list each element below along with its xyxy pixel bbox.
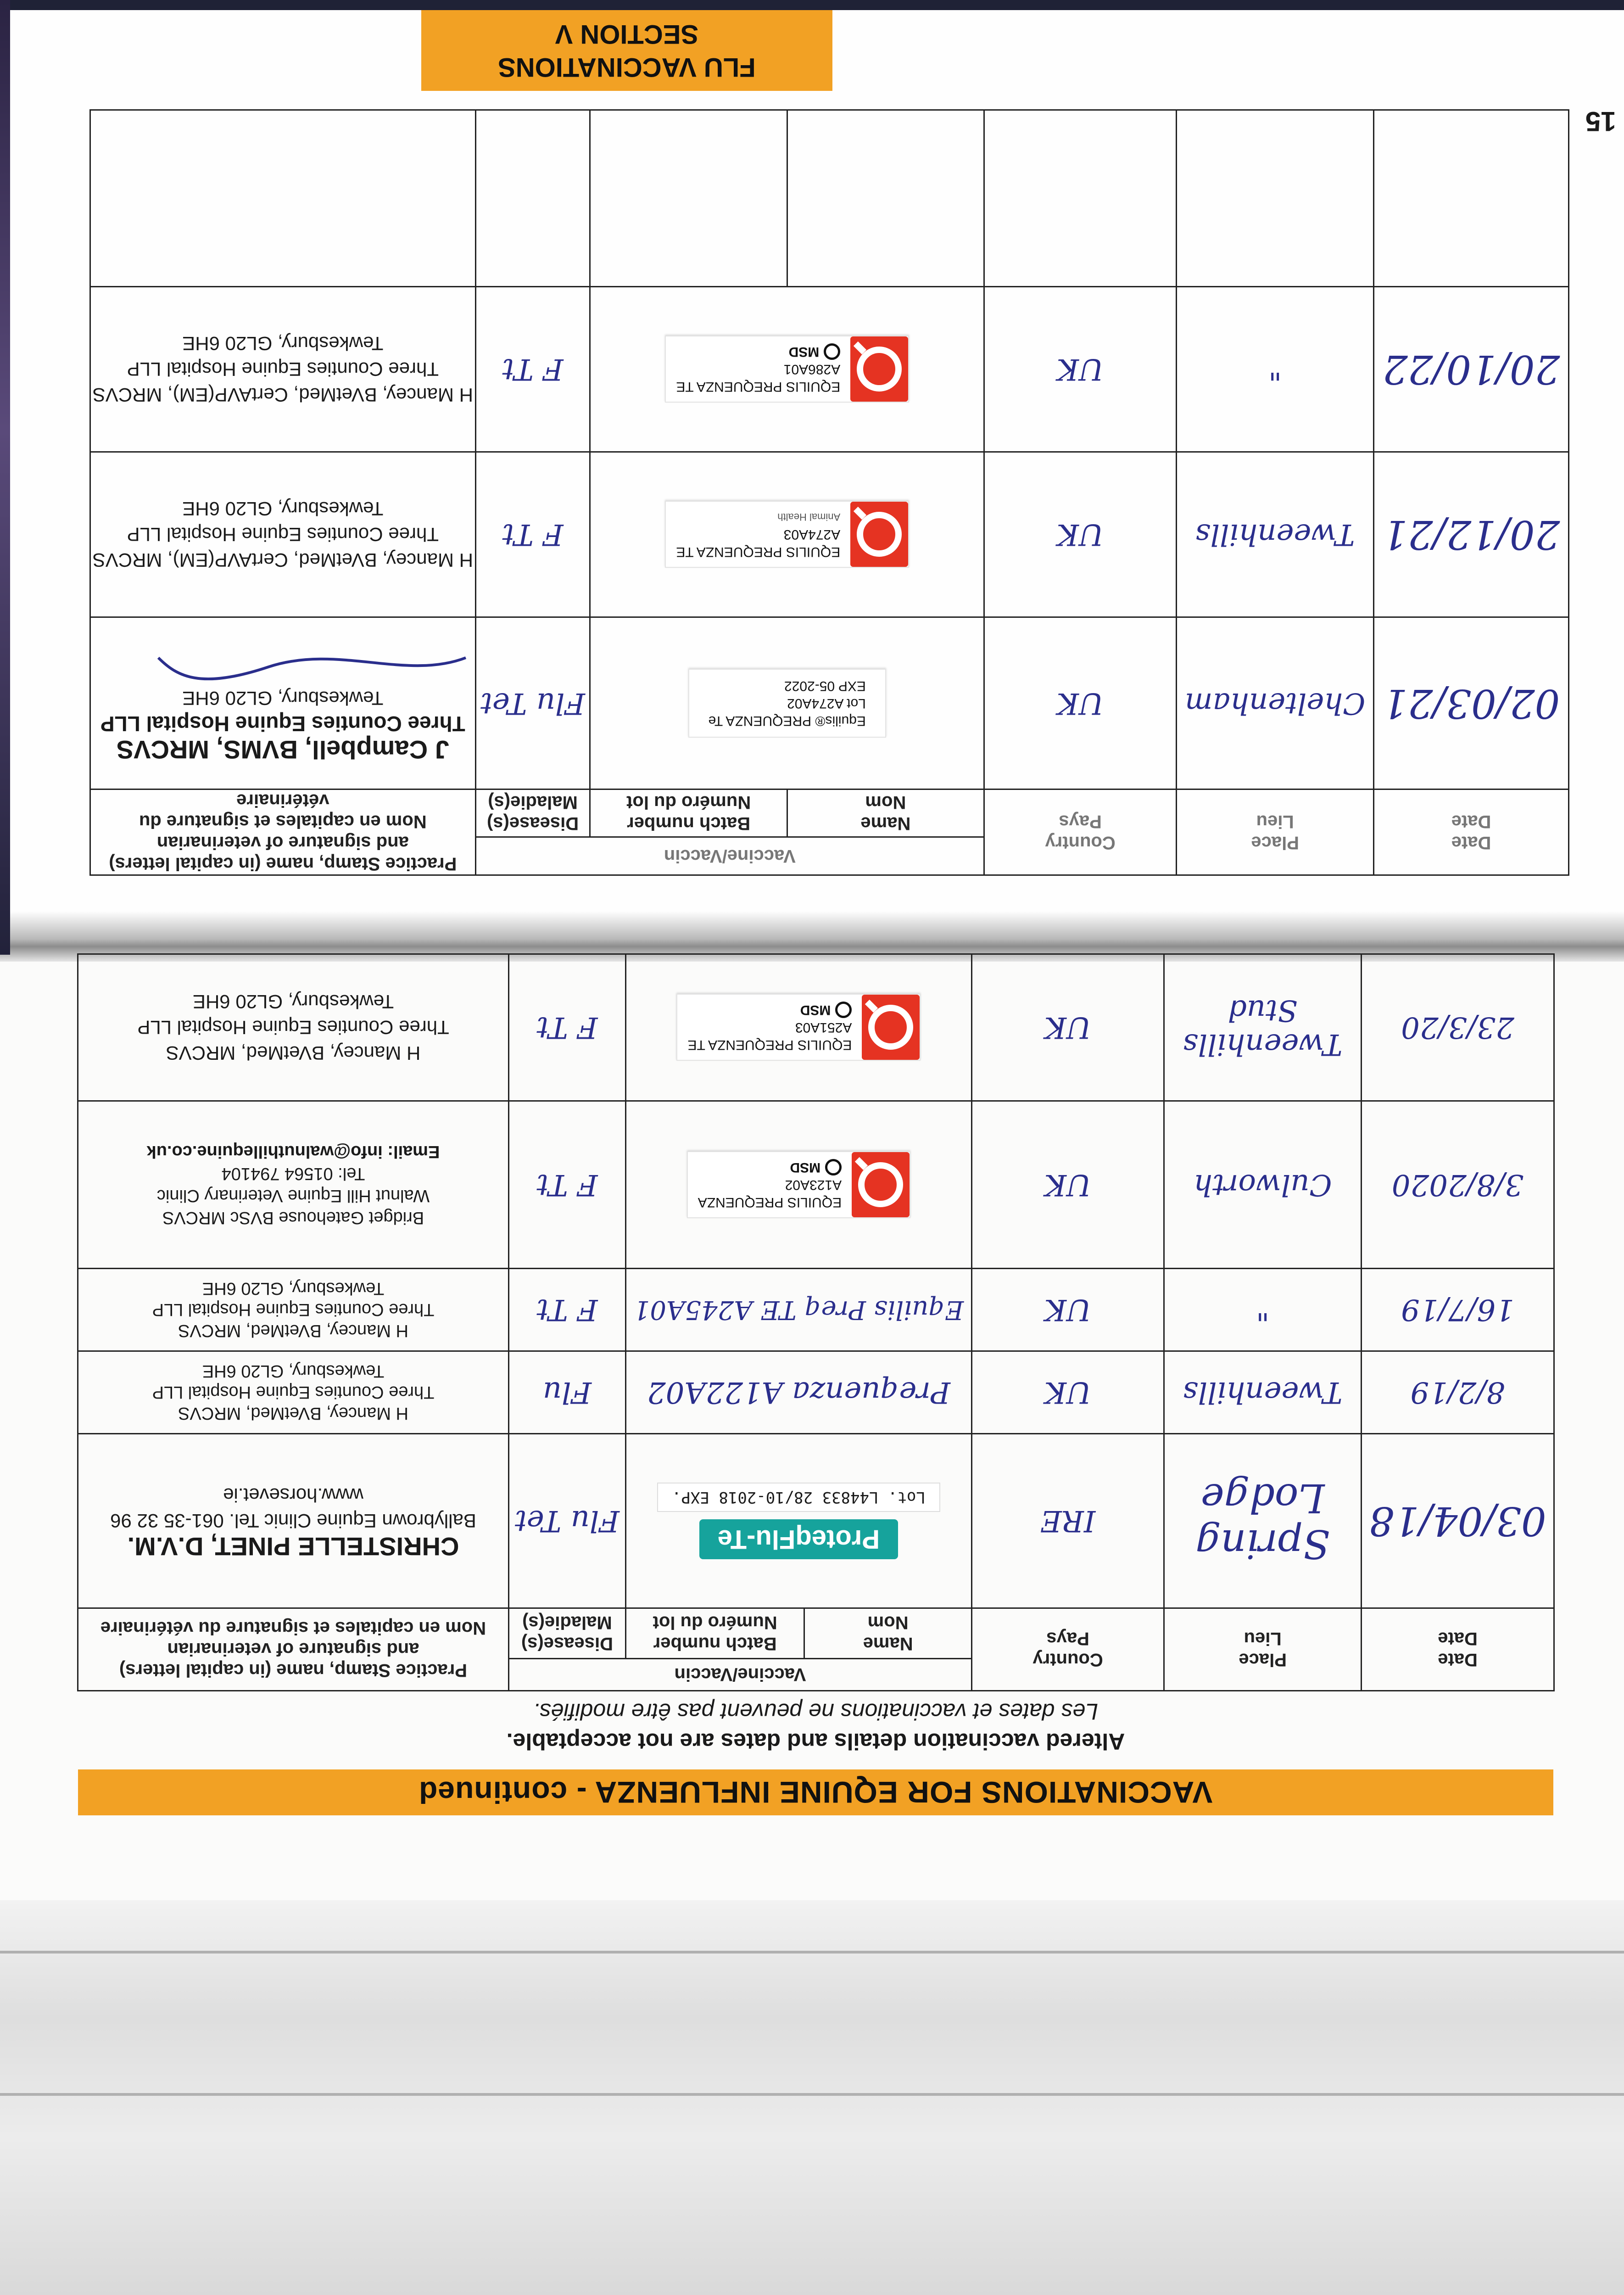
header-disease: Disease(s) Maladie(s) [475, 789, 590, 837]
header-batch: Batch number Numéro du lot [590, 789, 787, 837]
cell-stamp: H Mancey, BVetMed, MRCVS Three Counties Equine Hospital LLP Tewkesbury, GL20 6HE [78, 1269, 509, 1351]
vaccine-label: EQUILIS PREQUENZA TE A274A03 Animal Health [665, 501, 909, 568]
cell-country: UK [984, 617, 1177, 789]
cell-disease: F Tt [509, 1269, 626, 1351]
table-row [78, 954, 1554, 1101]
cell-country: UK [971, 1351, 1164, 1434]
cell-date [1374, 110, 1569, 287]
banner-title: VACCINATIONS FOR EQUINE INFLUENZA - continued [419, 1775, 1213, 1809]
header-stamp: Practice Stamp, name (in capital letters) and signature of veterinarian Nom en capitales et signature du vétérinaire [78, 1608, 509, 1691]
cell-vaccine-handwritten: Prequenza A122A02 [625, 1351, 971, 1434]
table-row [90, 287, 1569, 452]
signature-icon [154, 644, 475, 685]
cell-vaccine-label [590, 617, 984, 789]
upper-vaccination-table [89, 114, 1569, 876]
cell-date: 16/7/19 [1362, 1269, 1554, 1351]
cell-vaccine-label [625, 1101, 971, 1269]
lot-label: Lot. L44833 28/10-2018 EXP. [657, 1483, 940, 1512]
prequenza-logo-icon [850, 502, 908, 567]
section-tab [421, 10, 832, 91]
cell-date: 20/10/22 [1374, 287, 1569, 452]
cell-disease: Flu Tet [475, 617, 590, 789]
cell-date: 3/8/2020 [1362, 1101, 1554, 1269]
cell-date: 20/12/21 [1374, 452, 1569, 617]
book-binding [0, 1900, 1624, 2295]
cell-vaccine-label [625, 954, 971, 1101]
header-stamp: Practice Stamp, name (in capital letters) and signature of veterinarian Nom en capitales et signature du vétérinaire [90, 789, 476, 875]
header-vaccine: Vaccine/Vaccin [475, 837, 984, 875]
cell-disease: F Tt [475, 452, 590, 617]
cell-name [787, 110, 984, 287]
lower-vaccination-table [77, 955, 1555, 1691]
cell-place: " [1164, 1269, 1362, 1351]
cell-stamp: H Mancey, BVetMed, MRCVS Three Counties Equine Hospital LLP Tewkesbury, GL20 6HE [78, 1351, 509, 1434]
cell-place: " [1177, 287, 1374, 452]
cell-disease: Flu Tet [509, 1434, 626, 1608]
cell-batch [590, 110, 787, 287]
header-date: Date Date [1374, 789, 1569, 875]
table-row [78, 1351, 1554, 1434]
cell-stamp: H Mancey, BVetMed, MRCVS Three Counties Equine Hospital LLP Tewkesbury, GL20 6HE [78, 954, 509, 1101]
table-row [78, 1101, 1554, 1269]
header-name: Name Nom [787, 789, 984, 837]
cell-stamp: CHRISTELLE PINET, D.V.M. Ballybrown Equine Clinic Tel. 061-35 32 96 www.horsevet.ie [78, 1434, 509, 1608]
note-english: Altered vaccination details and dates are not acceptable. [506, 1729, 1125, 1754]
cell-vaccine-label [590, 452, 984, 617]
page-number: 15 [1585, 106, 1616, 137]
cell-place [1177, 110, 1374, 287]
cell-disease: F Tt [475, 287, 590, 452]
cell-stamp: Bridget Gatehouse BVSc MRCVS Walnut Hill Equine Veterinary Clinic Tel: 01564 794104 Email: info@walnuthillequine.co.uk [78, 1101, 509, 1269]
vaccine-label: Equilis® PREQUENZA Te Lot A274A02 EXP 05-2022 [688, 669, 886, 738]
cell-disease: F Tt [509, 1101, 626, 1269]
scan-edge-left [0, 0, 10, 955]
vaccine-label: EQUILIS PREQUENZA TE A251A03 MSD [676, 994, 921, 1061]
scan-edge-top [0, 0, 1624, 10]
continued-banner [78, 1769, 1553, 1815]
header-vaccine: Vaccine/Vaccin [509, 1659, 972, 1691]
cell-vaccine-label [625, 1434, 971, 1608]
vaccine-label: EQUILIS PREQUENZA TE A286A01 MSD [665, 336, 909, 403]
cell-vaccine-label [590, 287, 984, 452]
cell-country: UK [971, 1101, 1164, 1269]
section-tab-title: FLU VACCINATIONS [498, 52, 756, 82]
table-row-empty [90, 110, 1569, 287]
header-country: Country Pays [971, 1608, 1164, 1691]
section-tab-subtitle: SECTION V [555, 19, 699, 49]
cell-country: IRE [971, 1434, 1164, 1608]
table-row [90, 452, 1569, 617]
cell-stamp: H Mancey, BVetMed, CertAVP(EM), MRCVS Three Counties Equine Hospital LLP Tewkesbury, GL20 6HE [90, 452, 476, 617]
vaccine-label: EQUILIS PREQUENZA A123A02 MSD [687, 1151, 910, 1218]
cell-disease: Flu [509, 1351, 626, 1434]
cell-date: 02/03/21 [1374, 617, 1569, 789]
cell-disease: F Tt [509, 954, 626, 1101]
cell-date: 23/3/20 [1362, 954, 1554, 1101]
header-country: Country Pays [984, 789, 1177, 875]
header-place: Place Lieu [1177, 789, 1374, 875]
table-row [78, 1434, 1554, 1608]
table-row [78, 1269, 1554, 1351]
header-date: Date Date [1362, 1608, 1554, 1691]
cell-country: UK [984, 452, 1177, 617]
cell-date: 8/2/19 [1362, 1351, 1554, 1434]
msd-logo-icon [825, 1159, 842, 1175]
note-french: Les dates et vaccinations ne peuvent pas être modifiés. [533, 1699, 1099, 1724]
prequenza-logo-icon [850, 337, 908, 402]
cell-country: UK [984, 287, 1177, 452]
cell-country: UK [971, 954, 1164, 1101]
cell-vaccine-handwritten: Equilis Preq TE A245A01 [625, 1269, 971, 1351]
msd-logo-icon [835, 1002, 852, 1019]
cell-place: Culworth [1164, 1101, 1362, 1269]
cell-country: UK [971, 1269, 1164, 1351]
cell-stamp [90, 110, 476, 287]
cell-date: 03/04/18 [1362, 1434, 1554, 1608]
cell-country [984, 110, 1177, 287]
cell-stamp: H Mancey, BVetMed, CertAVP(EM), MRCVS Three Counties Equine Hospital LLP Tewkesbury, GL20 6HE [90, 287, 476, 452]
cell-place: Tweenhills [1164, 1351, 1362, 1434]
header-batch: Batch number Numéro du lot [625, 1608, 804, 1659]
header-disease: Disease(s) Maladie(s) [509, 1608, 626, 1659]
header-place: Place Lieu [1164, 1608, 1362, 1691]
cell-place: Cheltenham [1177, 617, 1374, 789]
prequenza-logo-icon [852, 1152, 910, 1217]
table-row [90, 617, 1569, 789]
cell-stamp: J Campbell, BVMS, MRCVS Three Counties Equine Hospital LLP Tewkesbury, GL20 6HE [90, 617, 476, 789]
prequenza-logo-icon [862, 995, 920, 1060]
cell-place: Spring Lodge [1164, 1434, 1362, 1608]
cell-place: Tweenhills [1177, 452, 1374, 617]
msd-logo-icon [824, 344, 840, 360]
cell-disease [475, 110, 590, 287]
cell-place: Tweenhills Stud [1164, 954, 1362, 1101]
header-name: Name Nom [804, 1608, 972, 1659]
proteq-label: ProteqFlu-Te [699, 1519, 898, 1559]
